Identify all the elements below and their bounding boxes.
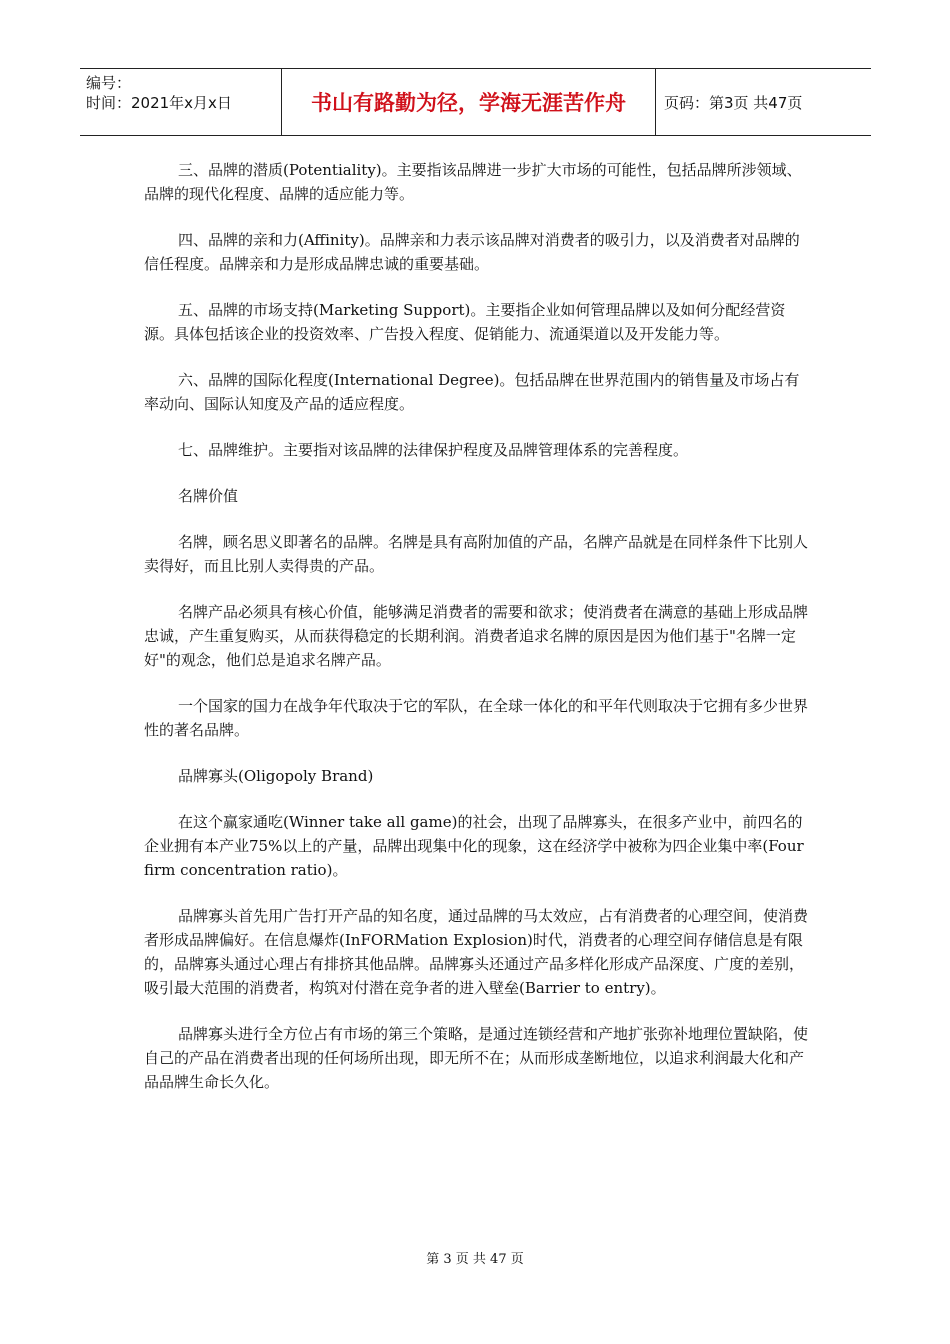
paragraph: 在这个赢家通吃(Winner take all game)的社会，出现了品牌寡头，在很多产业中，前四名的企业拥有本产业75%以上的产量，品牌出现集中化的现象，这在经济学中被称为四企业集中率(Four firm concentration ratio)。 xyxy=(144,813,804,879)
paragraph: 品牌寡头首先用广告打开产品的知名度，通过品牌的马太效应，占有消费者的心理空间，使消费者形成品牌偏好。在信息爆炸(InFORMation Explosion)时代，消费者的心理空间存储信息是有限的，品牌寡头通过心理占有排挤其他品牌。品牌寡头还通过产品多样化形成产品深度、广度的差别，吸引最大范围的消费者，构筑对付潜在竞争者的进入壁垒(Barrier to entry)。 xyxy=(144,907,809,997)
page-header xyxy=(80,68,871,136)
section-heading: 品牌寡头(Oligopoly Brand) xyxy=(178,767,374,785)
paragraph: 名牌产品必须具有核心价值，能够满足消费者的需要和欲求；使消费者在满意的基础上形成品牌忠诚，产生重复购买，从而获得稳定的长期利润。消费者追求名牌的原因是因为他们基于"名牌一定好"的观念，他们总是追求名牌产品。 xyxy=(144,603,809,669)
paragraph: 品牌寡头进行全方位占有市场的第三个策略，是通过连锁经营和产地扩张弥补地理位置缺陷，使自己的产品在消费者出现的任何场所出现，即无所不在；从而形成垄断地位，以追求利润最大化和产品品牌生命长久化。 xyxy=(144,1025,809,1091)
paragraph: 五、品牌的市场支持(Marketing Support)。主要指企业如何管理品牌以及如何分配经营资源。具体包括该企业的投资效率、广告投入程度、促销能力、流通渠道以及开发能力等。 xyxy=(144,301,786,343)
header-meta xyxy=(80,69,282,135)
paragraph: 四、品牌的亲和力(Affinity)。品牌亲和力表示该品牌对消费者的吸引力，以及消费者对品牌的信任程度。品牌亲和力是形成品牌忠诚的重要基础。 xyxy=(144,231,800,273)
document-body xyxy=(144,158,812,1116)
section-heading: 名牌价值 xyxy=(178,487,239,505)
document-date: 时间：2021年x月x日 xyxy=(86,94,232,112)
paragraph: 三、品牌的潜质(Potentiality)。主要指该品牌进一步扩大市场的可能性，包括品牌所涉领域、品牌的现代化程度、品牌的适应能力等。 xyxy=(144,161,802,203)
page-footer: 第 3 页 共 47 页 xyxy=(426,1252,524,1267)
header-page-info: 页码：第3页 共47页 xyxy=(664,93,803,112)
document-number: 编号： xyxy=(86,74,132,92)
paragraph: 一个国家的国力在战争年代取决于它的军队，在全球一体化的和平年代则取决于它拥有多少世界性的著名品牌。 xyxy=(144,697,809,739)
paragraph: 六、品牌的国际化程度(International Degree)。包括品牌在世界范围内的销售量及市场占有率动向、国际认知度及产品的适应程度。 xyxy=(144,371,800,413)
paragraph: 七、品牌维护。主要指对该品牌的法律保护程度及品牌管理体系的完善程度。 xyxy=(178,441,689,459)
paragraph: 名牌，顾名思义即著名的品牌。名牌是具有高附加值的产品，名牌产品就是在同样条件下比别人卖得好，而且比别人卖得贵的产品。 xyxy=(144,533,809,575)
header-motto: 书山有路勤为径，学海无涯苦作舟 xyxy=(282,69,656,135)
